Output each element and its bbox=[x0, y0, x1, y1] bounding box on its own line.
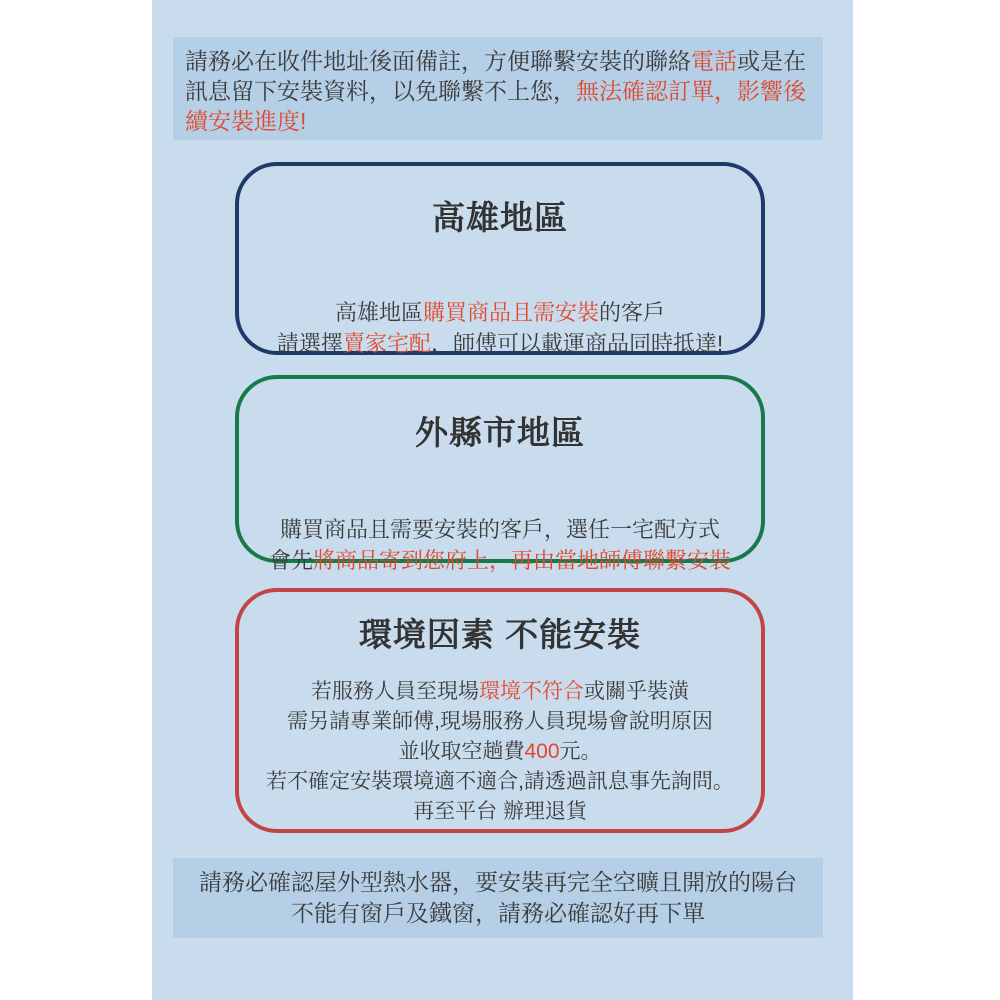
body-line bbox=[239, 797, 761, 827]
body-text: 請選擇 bbox=[276, 331, 343, 356]
body-text: 元。 bbox=[559, 740, 602, 763]
body-text: 會先 bbox=[268, 548, 313, 573]
body-text: ，師傅可以載運商品同時抵達! bbox=[430, 331, 724, 356]
environment-factors-body bbox=[239, 677, 761, 827]
body-text: 若服務人員至現場 bbox=[311, 680, 479, 703]
highlight-text: 賣家宅配 bbox=[342, 331, 431, 356]
highlight-text: 電話 bbox=[691, 48, 737, 74]
notice-text: 或是在 bbox=[737, 48, 806, 74]
top-notice-line-2 bbox=[185, 76, 811, 106]
other-counties-body bbox=[239, 514, 761, 576]
body-line bbox=[239, 297, 761, 328]
highlight-text: 無法確認訂單，影響後 bbox=[576, 78, 806, 104]
notice-text: 請務必在收件地址後面備註，方便聯繫安裝的聯絡 bbox=[185, 48, 691, 74]
body-text: 購買商品且需要安裝的客戶，選任一宅配方式 bbox=[279, 517, 720, 542]
environment-factors-title: 環境因素 不能安裝 bbox=[358, 616, 642, 653]
body-text: 高雄地區 bbox=[334, 300, 423, 325]
body-text: 若不確定安裝環境適不適合,請透過訊息事先詢問。 bbox=[266, 770, 734, 793]
body-line bbox=[239, 767, 761, 797]
top-notice-line-3 bbox=[185, 106, 811, 136]
top-notice-line-1 bbox=[185, 46, 811, 76]
body-line bbox=[239, 545, 761, 576]
body-line bbox=[239, 737, 761, 767]
top-notice-strip bbox=[173, 37, 823, 140]
highlight-text: 400 bbox=[524, 740, 560, 763]
body-line bbox=[239, 328, 761, 359]
body-text: 並收取空趟費 bbox=[398, 740, 525, 763]
bottom-notice-strip bbox=[173, 858, 823, 938]
body-line bbox=[239, 707, 761, 737]
highlight-text: 將商品寄到您府上，再由當地師傅聯繫安裝 bbox=[313, 548, 732, 573]
environment-factors-box bbox=[235, 588, 765, 833]
kaohsiung-area-body bbox=[239, 297, 761, 359]
body-text: 需另請專業師傅,現場服務人員現場會說明原因 bbox=[287, 710, 713, 733]
kaohsiung-area-title: 高雄地區 bbox=[432, 199, 568, 236]
bottom-notice-line-1: 請務必確認屋外型熱水器，要安裝再完全空曠且開放的陽台 bbox=[199, 869, 797, 895]
notice-text: 訊息留下安裝資料，以免聯繫不上您， bbox=[185, 78, 576, 104]
body-line bbox=[239, 514, 761, 545]
kaohsiung-area-box bbox=[235, 162, 765, 355]
body-line bbox=[239, 677, 761, 707]
body-text: 的客戶 bbox=[599, 300, 666, 325]
body-text: 再至平台 辦理退貨 bbox=[413, 800, 587, 823]
bottom-notice-line-2: 不能有窗戶及鐵窗，請務必確認好再下單 bbox=[291, 900, 705, 926]
other-counties-title: 外縣市地區 bbox=[415, 414, 585, 451]
highlight-text: 續安裝進度! bbox=[185, 108, 307, 134]
other-counties-box bbox=[235, 375, 765, 573]
body-text: 或關乎裝潢 bbox=[584, 680, 689, 703]
highlight-text: 購買商品且需安裝 bbox=[422, 300, 599, 325]
highlight-text: 環境不符合 bbox=[479, 680, 584, 703]
